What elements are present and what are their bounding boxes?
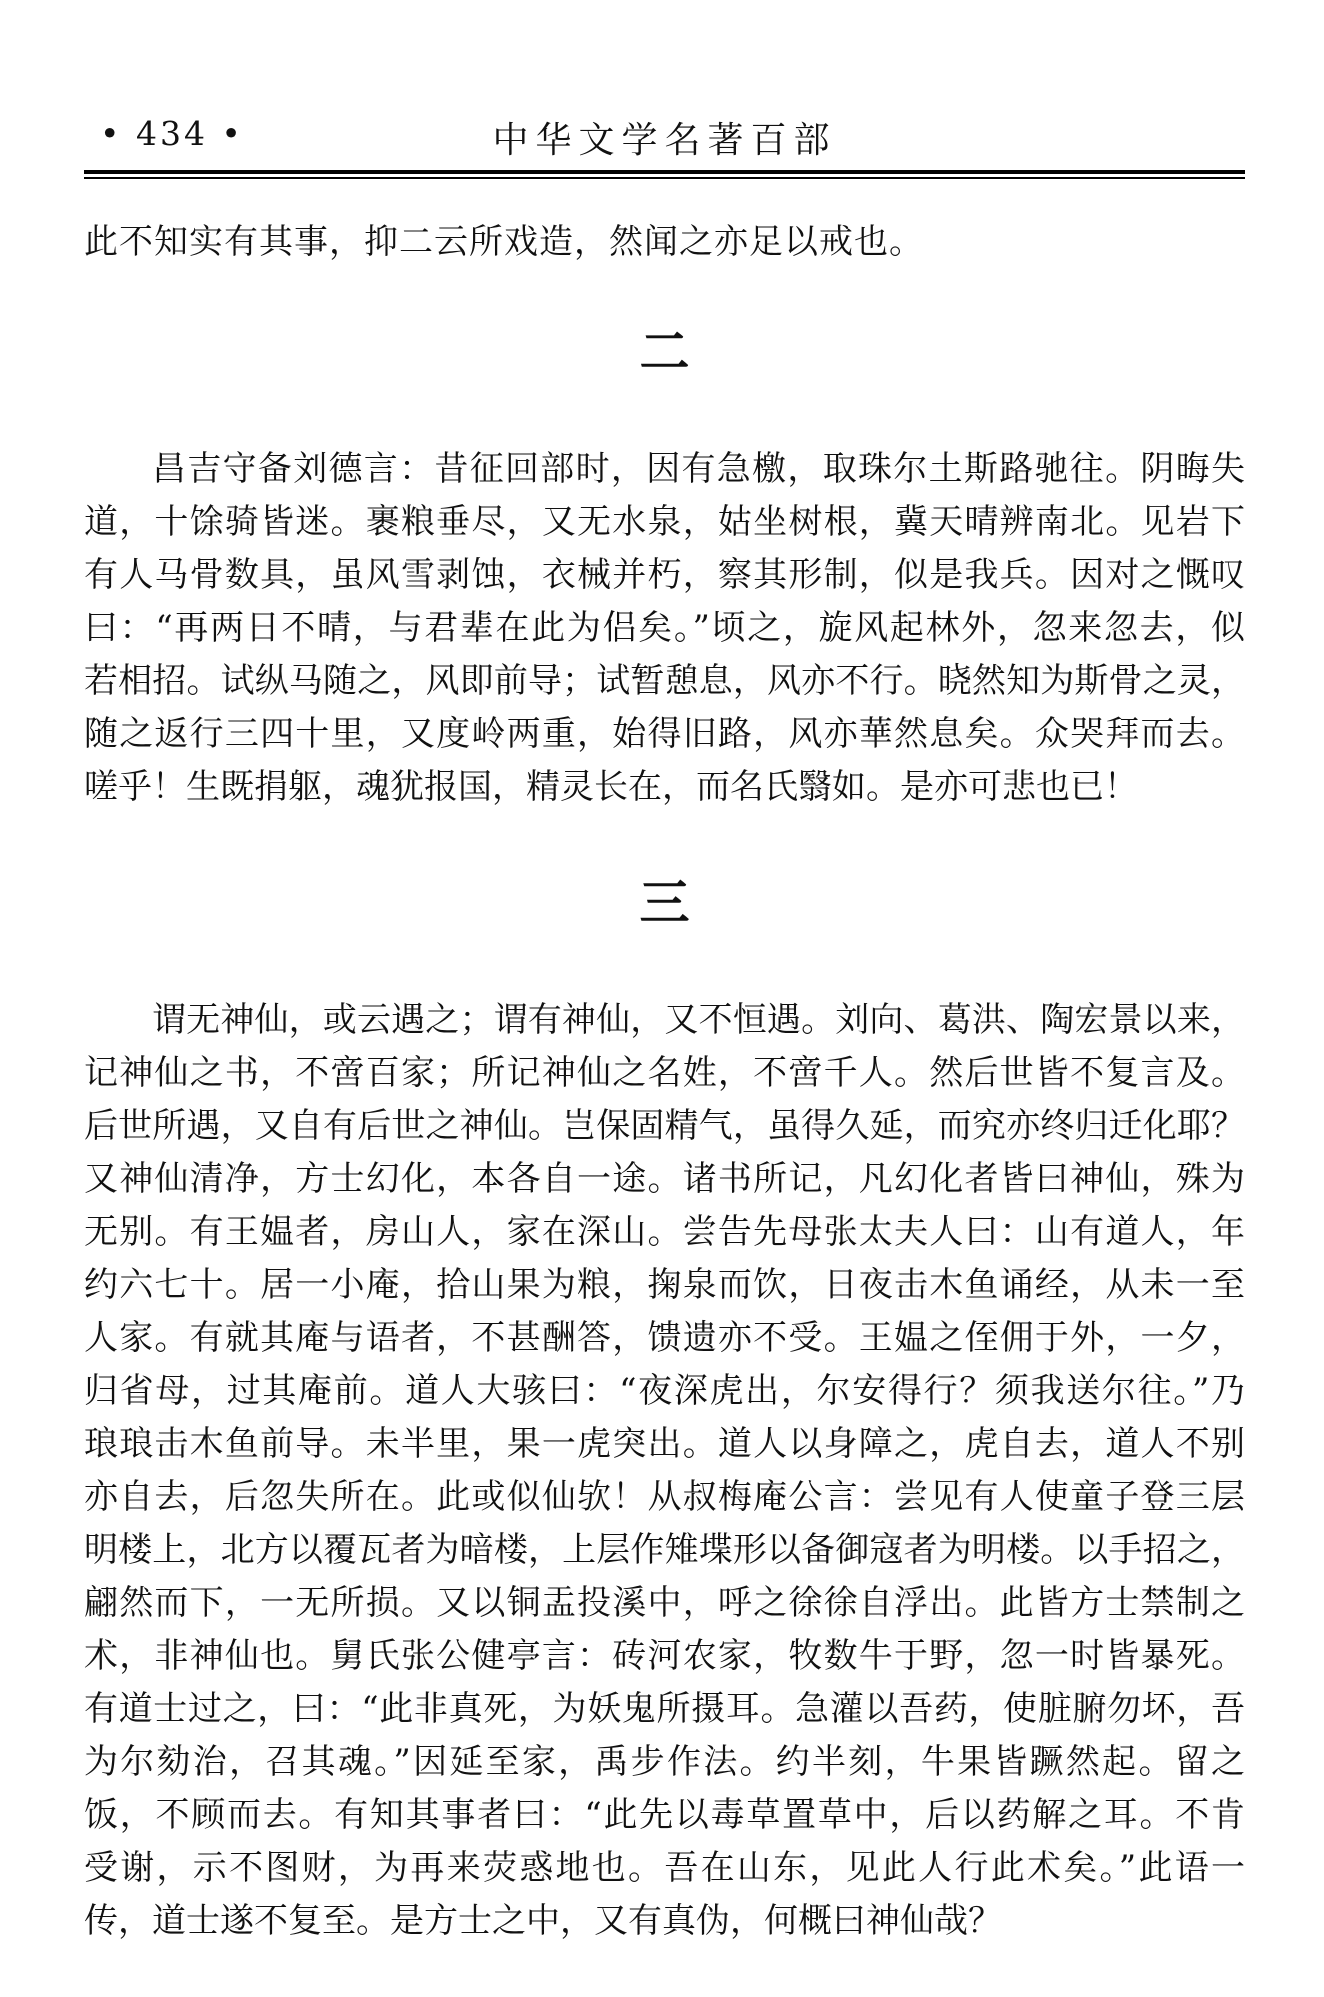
section-paragraph	[84, 994, 1245, 1948]
text-line: 人家。有就其庵与语者，不甚酬答，馈遗亦不受。王媪之侄佣于外，一夕，	[84, 1318, 1245, 1358]
text-line: 归省母，过其庵前。道人大骇曰：“夜深虎出，尔安得行？须我送尔往。”乃	[84, 1371, 1245, 1411]
text-line: 约六七十。居一小庵，拾山果为粮，掬泉而饮，日夜击木鱼诵经，从未一至	[84, 1265, 1245, 1305]
sections	[84, 322, 1245, 1948]
section-paragraph	[84, 443, 1245, 814]
text-line: 有道士过之，曰：“此非真死，为妖鬼所摄耳。急灌以吾药，使脏腑勿坏，吾	[84, 1689, 1245, 1729]
text-line: 昌吉守备刘德言：昔征回部时，因有急檄，取珠尔土斯路驰往。阴晦失	[152, 449, 1245, 489]
section-heading: 三	[639, 873, 690, 932]
text-line: 后世所遇，又自有后世之神仙。岂保固精气，虽得久延，而究亦终归迁化耶？	[84, 1106, 1245, 1146]
text-line: 又神仙清净，方士幻化，本各自一途。诸书所记，凡幻化者皆曰神仙，殊为	[84, 1159, 1245, 1199]
text-line: 琅琅击木鱼前导。未半里，果一虎突出。道人以身障之，虎自去，道人不别	[84, 1424, 1245, 1464]
section-heading: 二	[639, 322, 690, 381]
book-title: 中华文学名著百部	[492, 120, 837, 161]
text-line: 为尔劾治，召其魂。”因延至家，禹步作法。约半刻，牛果皆蹶然起。留之	[84, 1742, 1245, 1782]
text-line: 有人马骨数具，虽风雪剥蚀，衣械并朽，察其形制，似是我兵。因对之慨叹	[84, 555, 1245, 595]
text-line: 受谢，示不图财，为再来荧惑地也。吾在山东，见此人行此术矣。”此语一	[84, 1848, 1245, 1888]
header-rule	[84, 170, 1245, 179]
intro-paragraph: 此不知实有其事，抑二云所戏造，然闻之亦足以戒也。	[84, 222, 924, 262]
text-line: 明楼上，北方以覆瓦者为暗楼，上层作雉堞形以备御寇者为明楼。以手招之，	[84, 1530, 1245, 1570]
text-line: 翩然而下，一无所损。又以铜盂投溪中，呼之徐徐自浮出。此皆方士禁制之	[84, 1583, 1245, 1623]
page-number: • 434 •	[100, 114, 244, 153]
page-header	[84, 112, 1245, 161]
text-line: 术，非神仙也。舅氏张公健亭言：砖河农家，牧数牛于野，忽一时皆暴死。	[84, 1636, 1245, 1676]
text-line: 饭，不顾而去。有知其事者曰：“此先以毒草置草中，后以药解之耳。不肯	[84, 1795, 1245, 1835]
text-line: 若相招。试纵马随之，风即前导；试暂憩息，风亦不行。晓然知为斯骨之灵，	[84, 661, 1245, 701]
text-line: 随之返行三四十里，又度岭两重，始得旧路，风亦華然息矣。众哭拜而去。	[84, 714, 1245, 754]
text-line: 道，十馀骑皆迷。裹粮垂尽，又无水泉，姑坐树根，冀天晴辨南北。见岩下	[84, 502, 1245, 542]
text-line: 曰：“再两日不晴，与君辈在此为侣矣。”顷之，旋风起林外，忽来忽去，似	[84, 608, 1245, 648]
text-line: 亦自去，后忽失所在。此或似仙欤！从叔梅庵公言：尝见有人使童子登三层	[84, 1477, 1245, 1517]
text-line: 无别。有王媪者，房山人，家在深山。尝告先母张太夫人曰：山有道人，年	[84, 1212, 1245, 1252]
text-line: 嗟乎！生既捐躯，魂犹报国，精灵长在，而名氏翳如。是亦可悲也已！	[84, 767, 1138, 807]
text-line: 谓无神仙，或云遇之；谓有神仙，又不恒遇。刘向、葛洪、陶宏景以来，	[152, 1000, 1245, 1040]
text-line: 传，道士遂不复至。是方士之中，又有真伪，何概曰神仙哉？	[84, 1901, 1002, 1941]
text-line: 记神仙之书，不啻百家；所记神仙之名姓，不啻千人。然后世皆不复言及。	[84, 1053, 1245, 1093]
